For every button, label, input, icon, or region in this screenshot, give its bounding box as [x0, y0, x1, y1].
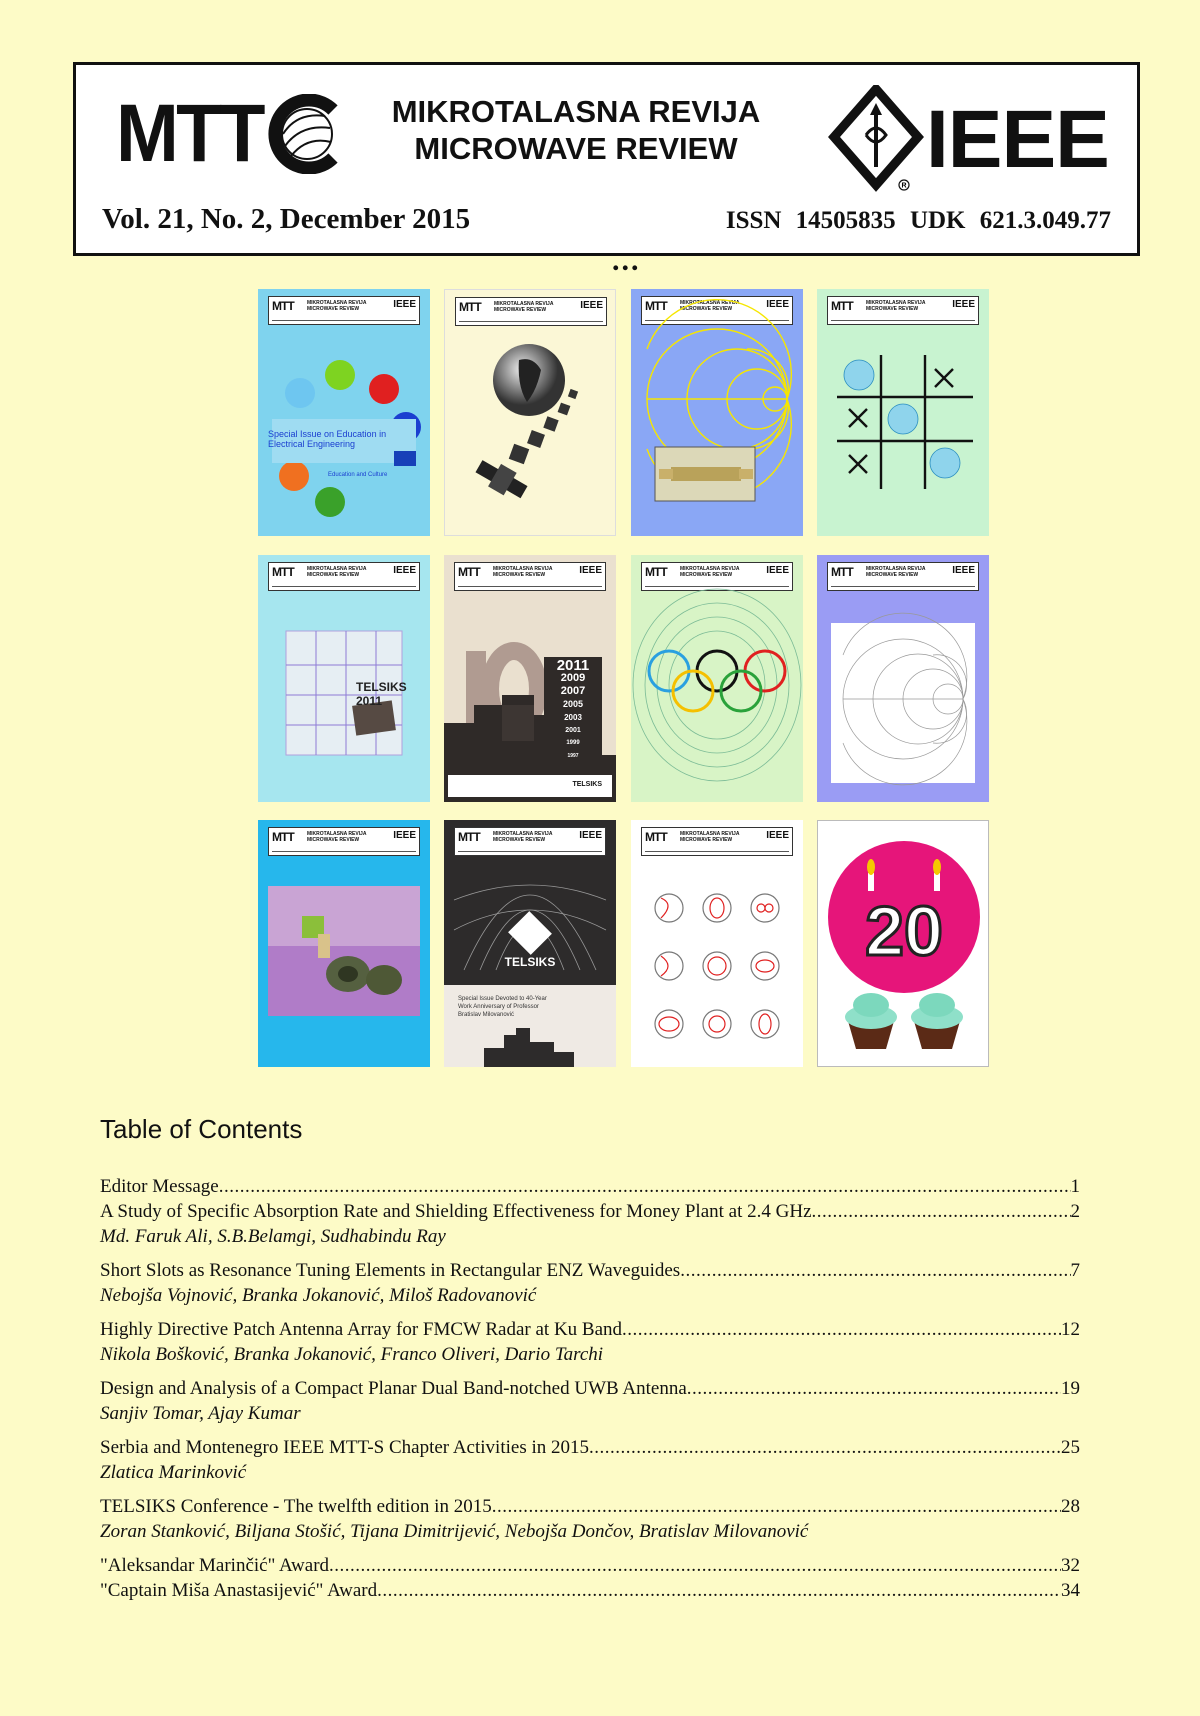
cover-masthead: MTT MIKROTALASNA REVIJA MICROWAVE REVIEW IEEE [641, 562, 793, 591]
cover-special-issue-text: Special Issue on Education in Electrical Engineering [268, 429, 387, 449]
toc-leader-dots [622, 1317, 1061, 1342]
cover-art [817, 555, 989, 802]
mtt-logo-text: MTT [116, 88, 263, 179]
issn-udk [726, 207, 1111, 235]
cover-thumbnail[interactable] [631, 555, 803, 802]
toc-entry-title: TELSIKS Conference - The twelfth edition in 2015 [100, 1496, 492, 1517]
issn: ISSN 14505835 [725, 207, 896, 234]
toc-entry-authors: Zlatica Marinković [100, 1462, 247, 1483]
cover-masthead: MTT MIKROTALASNA REVIJA MICROWAVE REVIEW IEEE [827, 296, 979, 325]
cover-thumbnail[interactable] [817, 289, 989, 536]
cover-art [258, 820, 430, 1067]
cover-art [444, 820, 616, 1067]
cover-thumbnail[interactable] [631, 820, 803, 1067]
cover-art [631, 289, 803, 536]
toc-entry-authors: Md. Faruk Ali, S.B.Belamgi, Sudhabindu Ray [100, 1226, 446, 1247]
cover-title-text: TELSIKS 2011 [356, 680, 407, 708]
journal-title-line2: MICROWAVE REVIEW [414, 131, 738, 166]
toc-leader-dots [812, 1199, 1071, 1224]
ieee-diamond-icon [828, 85, 924, 195]
cover-masthead: MTT MIKROTALASNA REVIJA MICROWAVE REVIEW IEEE [641, 296, 793, 325]
cover-masthead: MTT MIKROTALASNA REVIJA MICROWAVE REVIEW IEEE [641, 827, 793, 856]
toc-entry-authors: Zoran Stanković, Biljana Stošić, Tijana Dimitrijević, Nebojša Dončov, Bratislav Milovanović [100, 1521, 809, 1542]
toc-entry-title: A Study of Specific Absorption Rate and Shielding Effectiveness for Money Plant at 2.4 GHz [100, 1201, 812, 1222]
cover-art [631, 555, 803, 802]
udk: UDK 621.3.049.77 [909, 207, 1111, 234]
toc-entry-title: Highly Directive Patch Antenna Array for FMCW Radar at Ku Band [100, 1319, 623, 1340]
cover-masthead: MTT MIKROTALASNA REVIJA MICROWAVE REVIEW IEEE [268, 827, 420, 856]
ellipsis: ... [612, 244, 641, 277]
cover-thumbnail[interactable] [444, 289, 616, 536]
toc-entry[interactable] [100, 1199, 1080, 1249]
cover-masthead: MTT MIKROTALASNA REVIJA MICROWAVE REVIEW IEEE [827, 562, 979, 591]
toc-entry-title: "Captain Miša Anastasijević" Award [100, 1580, 378, 1601]
cover-art [817, 289, 989, 536]
toc-entry-page: 32 [1061, 1555, 1080, 1576]
toc-entry[interactable] [100, 1553, 1080, 1578]
toc-entry-page: 12 [1061, 1319, 1080, 1340]
cover-art [258, 555, 430, 802]
cover-art [631, 820, 803, 1067]
toc-entry-page: 1 [1070, 1176, 1080, 1197]
cover-thumbnail[interactable] [258, 555, 430, 802]
toc-entry[interactable] [100, 1494, 1080, 1544]
cover-thumbnail[interactable] [817, 820, 989, 1067]
toc-entry-authors: Nikola Bošković, Branka Jokanović, Franco Oliveri, Dario Tarchi [100, 1344, 604, 1365]
toc-leader-dots [492, 1494, 1061, 1519]
cover-anniversary-number: 20 [865, 892, 943, 970]
cover-masthead: MTT MIKROTALASNA REVIJA MICROWAVE REVIEW IEEE [455, 297, 607, 326]
toc-entry[interactable] [100, 1258, 1080, 1308]
cover-subtext: Education and Culture [328, 472, 388, 478]
cover-masthead: MTT MIKROTALASNA REVIJA MICROWAVE REVIEW IEEE [454, 827, 606, 856]
cover-masthead: MTT MIKROTALASNA REVIJA MICROWAVE REVIEW IEEE [268, 562, 420, 591]
toc-leader-dots [377, 1578, 1061, 1603]
cover-masthead: MTT MIKROTALASNA REVIJA MICROWAVE REVIEW IEEE [268, 296, 420, 325]
cover-thumbnail[interactable] [444, 555, 616, 802]
toc-entry-page: 34 [1061, 1580, 1080, 1601]
toc-leader-dots [329, 1553, 1061, 1578]
toc-entry-title: Short Slots as Resonance Tuning Elements in Rectangular ENZ Waveguides [100, 1260, 681, 1281]
toc-entry-page: 7 [1070, 1260, 1080, 1281]
toc-entry[interactable] [100, 1578, 1080, 1603]
ieee-logo-text: IEEE [926, 94, 1109, 185]
toc-entry-page: 19 [1061, 1378, 1080, 1399]
table-of-contents [100, 1174, 1080, 1603]
svg-text:R: R [901, 182, 907, 190]
toc-leader-dots [687, 1376, 1061, 1401]
toc-entry-title: Serbia and Montenegro IEEE MTT-S Chapter Activities in 2015 [100, 1437, 589, 1458]
cover-thumbnail[interactable] [258, 289, 430, 536]
toc-entry-title: Editor Message [100, 1176, 219, 1197]
cover-brand-text: TELSIKS [572, 781, 602, 788]
cover-thumbnail[interactable] [258, 820, 430, 1067]
toc-heading: Table of Contents [100, 1114, 303, 1144]
cover-art [258, 289, 430, 536]
cover-art [445, 290, 616, 536]
toc-entry[interactable] [100, 1174, 1080, 1199]
journal-title-line1: MIKROTALASNA REVIJA [391, 94, 761, 129]
mtt-logo [116, 88, 347, 179]
masthead [73, 62, 1140, 256]
issue-info: Vol. 21, No. 2, December 2015 [102, 203, 471, 235]
cover-thumbnail[interactable] [631, 289, 803, 536]
cover-years-list: 2011 2009 2007 2005 2003 2001 1999 1997 [556, 657, 590, 759]
toc-entry-page: 25 [1061, 1437, 1080, 1458]
toc-leader-dots [680, 1258, 1070, 1283]
cover-subtext: Special Issue Devoted to 40-Year Work Anniversary of Professor Bratislav Milovanović [458, 996, 547, 1018]
ieee-logo [828, 85, 1109, 195]
mtt-logo-c-icon [267, 94, 347, 174]
journal-title [376, 93, 776, 167]
toc-entry[interactable] [100, 1317, 1080, 1367]
toc-entry[interactable] [100, 1376, 1080, 1426]
cover-masthead: MTT MIKROTALASNA REVIJA MICROWAVE REVIEW IEEE [454, 562, 606, 591]
toc-entry[interactable] [100, 1435, 1080, 1485]
toc-entry-authors: Sanjiv Tomar, Ajay Kumar [100, 1403, 301, 1424]
cover-thumbnail[interactable] [444, 820, 616, 1067]
cover-title-text: TELSIKS [504, 955, 556, 969]
toc-entry-title: "Aleksandar Marinčić" Award [100, 1555, 330, 1576]
toc-entry-title: Design and Analysis of a Compact Planar Dual Band-notched UWB Antenna [100, 1378, 687, 1399]
toc-leader-dots [589, 1435, 1061, 1460]
toc-entry-page: 28 [1061, 1496, 1080, 1517]
toc-entry-authors: Nebojša Vojnović, Branka Jokanović, Miloš Radovanović [100, 1285, 537, 1306]
toc-entry-page: 2 [1070, 1201, 1080, 1222]
toc-leader-dots [219, 1174, 1071, 1199]
cover-thumbnail[interactable] [817, 555, 989, 802]
